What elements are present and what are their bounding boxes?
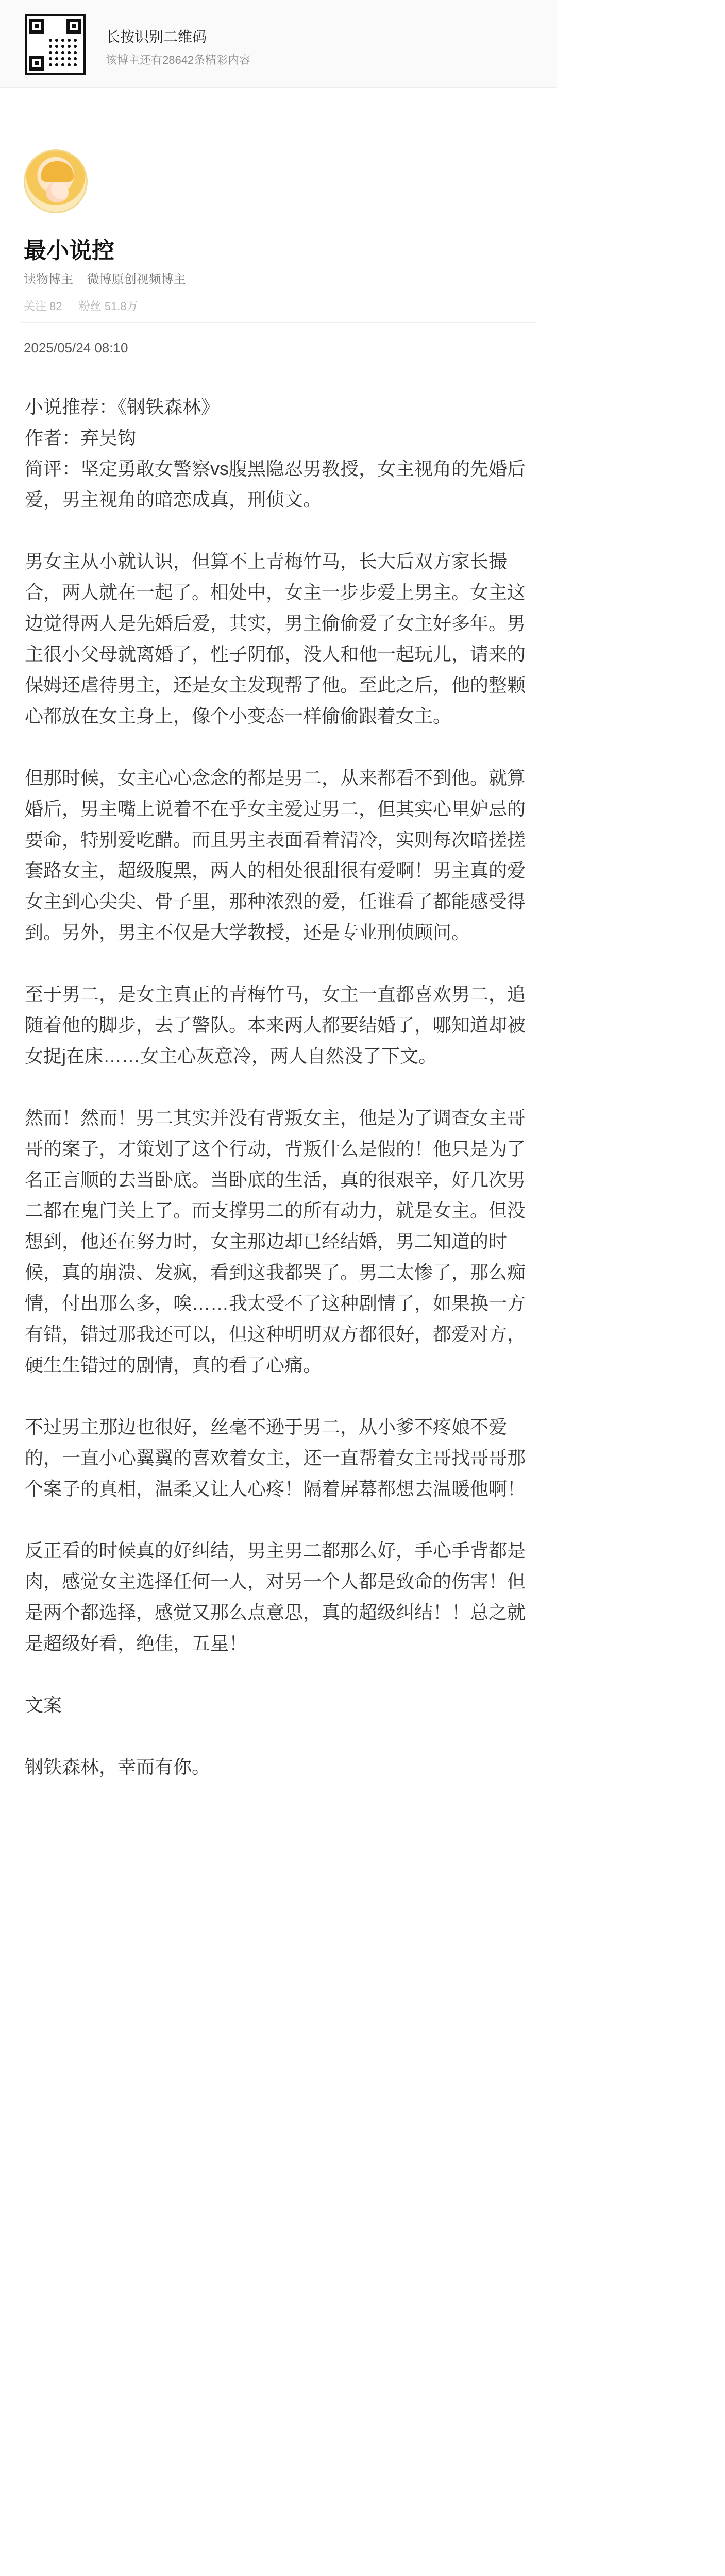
divider [21, 322, 536, 323]
following-count[interactable]: 关注 82 [24, 300, 62, 313]
qr-banner [0, 0, 557, 88]
paragraph: 钢铁森林，幸而有你。 [25, 1756, 211, 1777]
paragraph: 至于男二，是女主真正的青梅竹马，女主一直都喜欢男二，追随着他的脚步，去了警队。本来两人都要结婚了，哪知道却被女捉j在床……女主心灰意冷，两人自然没了下文。 [25, 984, 526, 1066]
post-date: 2025/05/24 08:10 [24, 340, 128, 355]
paragraph: 然而！然而！男二其实并没有背叛女主，他是为了调查女主哥哥的案子，才策划了这个行动，背叛什么是假的！他只是为了名正言顺的去当卧底。当卧底的生活，真的很艰辛，好几次男二都在鬼门关上了。而支撑男二的所有动力，就是女主。但没想到，他还在努力时，女主那边却已经结婚，男二知道的时候，真的崩溃、发疯，看到这我都哭了。男二太惨了，那么痴情，付出那么多，唉……我太受不了这种剧情了，如果换一方有错，错过那我还可以，但这种明明双方都很好，都爱对方，硬生生错过的剧情，真的看了心痛。 [25, 1107, 526, 1376]
author-stats [24, 298, 151, 314]
author-title-2: 微博原创视频博主 [87, 273, 186, 286]
author-name[interactable]: 最小说控 [24, 238, 114, 263]
follower-count[interactable]: 粉丝 51.8万 [78, 300, 138, 313]
author-titles [24, 269, 196, 287]
post-body [25, 392, 535, 1783]
avatar[interactable] [24, 149, 88, 213]
paragraph: 小说推荐：《钢铁森林》 [25, 396, 220, 417]
paragraph: 男女主从小就认识，但算不上青梅竹马，长大后双方家长撮合，两人就在一起了。相处中，女主一步步爱上男主。女主这边觉得两人是先婚后爱，其实，男主偷偷爱了女主好多年。男主很小父母就离婚了，性子阴郁，没人和他一起玩儿，请来的保姆还虐待男主，还是女主发现帮了他。至此之后，他的整颗心都放在女主身上，像个小变态一样偷偷跟着女主。 [25, 551, 526, 726]
qr-banner-title: 长按识别二维码 [106, 29, 207, 45]
author-title-1: 读物博主 [24, 273, 73, 286]
paragraph: 但那时候，女主心心念念的都是男二，从来都看不到他。就算婚后，男主嘴上说着不在乎女主爱过男二，但其实心里妒忌的要命，特别爱吃醋。而且男主表面看着清冷，实则每次暗搓搓套路女主，超级腹黑，两人的相处很甜很有爱啊！男主真的爱女主到心尖尖、骨子里，那种浓烈的爱，任谁看了都能感受得到。另外，男主不仅是大学教授，还是专业刑侦顾问。 [25, 767, 526, 943]
qr-code[interactable] [25, 14, 86, 75]
qr-banner-subtitle: 该博主还有28642条精彩内容 [106, 54, 251, 66]
paragraph: 不过男主那边也很好，丝毫不逊于男二，从小爹不疼娘不爱的，一直小心翼翼的喜欢着女主，还一直帮着女主哥找哥哥那个案子的真相，温柔又让人心疼！隔着屏幕都想去温暖他啊！ [25, 1416, 526, 1499]
paragraph: 文案 [25, 1694, 62, 1716]
paragraph: 反正看的时候真的好纠结，男主男二都那么好，手心手背都是肉，感觉女主选择任何一人，对另一个人都是致命的伤害！但是两个都选择，感觉又那么点意思，真的超级纠结！！总之就是超级好看，绝佳，五星！ [25, 1540, 526, 1654]
paragraph: 作者：弃吴钩 [25, 427, 137, 448]
paragraph: 简评：坚定勇敢女警察vs腹黑隐忍男教授，女主视角的先婚后爱，男主视角的暗恋成真，刑侦文。 [25, 458, 526, 510]
